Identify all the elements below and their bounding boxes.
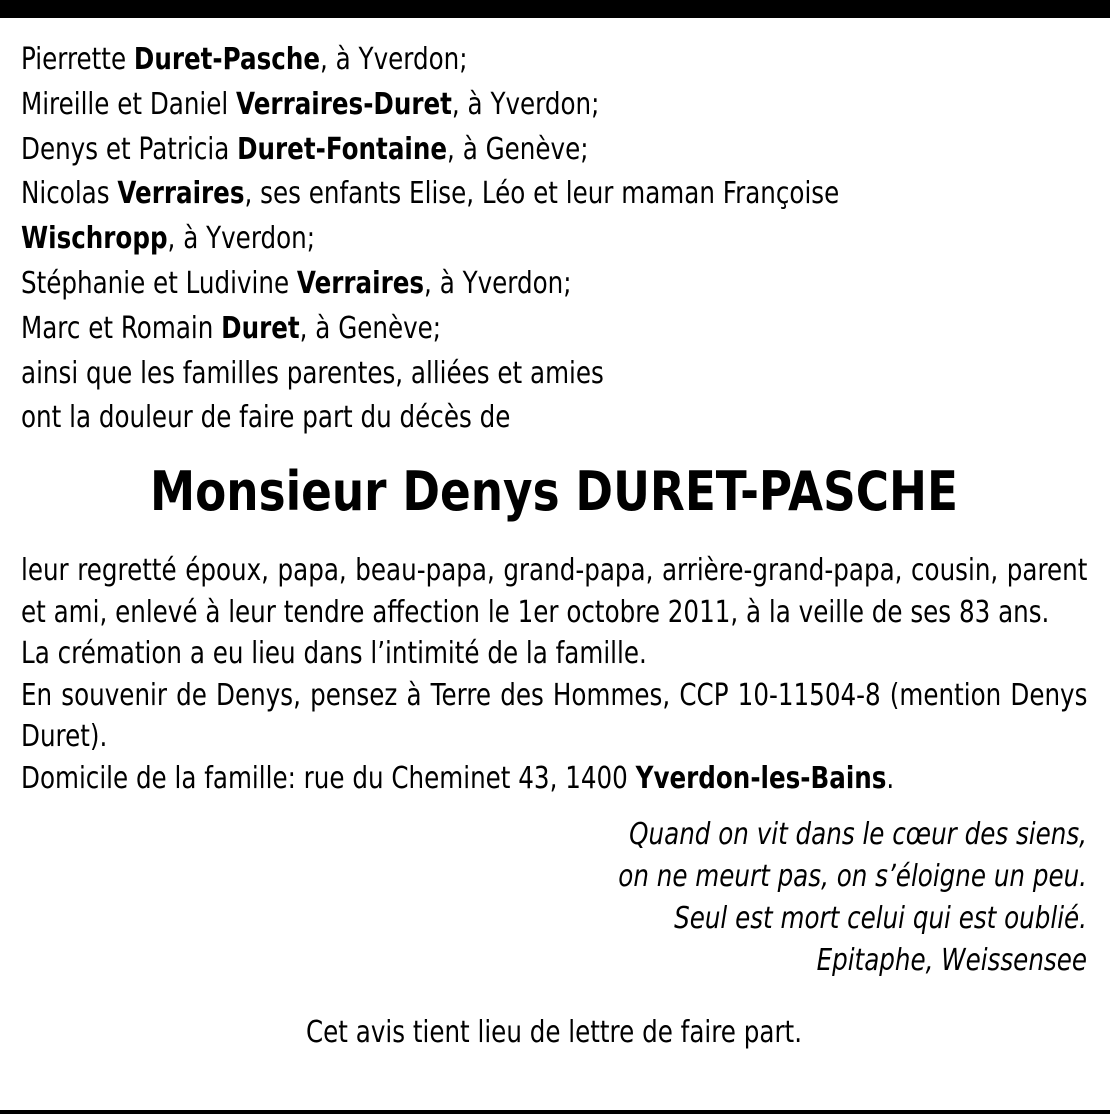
family-line-location: , à Yverdon; bbox=[320, 42, 468, 77]
family-line-location: , à Yverdon; bbox=[424, 265, 572, 301]
family-line bbox=[21, 352, 895, 397]
family-line-text: Stéphanie et Ludivine bbox=[21, 265, 297, 301]
family-name: Verraires bbox=[296, 265, 425, 301]
cremation-block bbox=[21, 633, 1087, 675]
family-line bbox=[21, 396, 895, 441]
family-line-location: , à Yverdon; bbox=[167, 221, 316, 257]
domicile-town: Yverdon-les-Bains bbox=[635, 760, 887, 796]
family-line bbox=[21, 262, 895, 307]
donation-block bbox=[21, 675, 1087, 758]
family-line bbox=[21, 38, 895, 83]
family-line-text: ont la douleur de faire part du décès de bbox=[21, 400, 511, 436]
poem-line: Seul est mort celui qui est oublié. bbox=[674, 901, 1087, 937]
family-line-text: Denys et Patricia bbox=[21, 131, 238, 167]
family-name: Verraires-Duret bbox=[236, 86, 452, 122]
family-list bbox=[21, 38, 1087, 441]
family-name: Verraires bbox=[117, 176, 245, 212]
family-name: Wischropp bbox=[21, 221, 168, 257]
poem-attribution: Epitaphe, Weissensee bbox=[816, 943, 1087, 979]
family-line bbox=[21, 83, 895, 128]
domicile-block bbox=[21, 758, 1087, 800]
family-line-location: , à Yverdon; bbox=[451, 86, 600, 122]
family-line-text: Mireille et Daniel bbox=[21, 86, 237, 122]
family-name: Duret-Fontaine bbox=[237, 131, 448, 167]
family-name: Duret bbox=[221, 310, 300, 346]
family-line bbox=[21, 172, 895, 217]
top-border-rule bbox=[0, 0, 1110, 18]
notice-body bbox=[21, 550, 1087, 799]
poem-line: Quand on vit dans le cœur des siens, bbox=[629, 817, 1087, 853]
body-paragraph: leur regretté époux, papa, beau-papa, grand-papa, arrière-grand-papa, cousin, parent et ami, enlevé à leur tendre affection le 1er octobre 2011, à la veille de ses 83 ans. bbox=[21, 553, 1088, 630]
body-paragraph-block bbox=[21, 550, 1087, 633]
family-line-text: Nicolas bbox=[21, 176, 118, 212]
family-line bbox=[21, 217, 895, 262]
domicile-end: . bbox=[886, 760, 895, 796]
family-line-text: ainsi que les familles parentes, alliées et amies bbox=[21, 355, 604, 391]
family-line-text: Pierrette bbox=[21, 42, 134, 77]
footer-note: Cet avis tient lieu de lettre de faire part. bbox=[305, 1015, 803, 1051]
domicile-address: Domicile de la famille: rue du Cheminet 43, 1400 bbox=[21, 760, 636, 796]
family-line-text: Marc et Romain bbox=[21, 310, 222, 346]
donation-text: En souvenir de Denys, pensez à Terre des Hommes, CCP 10-11504-8 (mention Denys Duret). bbox=[21, 677, 1088, 755]
family-name: Duret-Pasche bbox=[133, 42, 321, 77]
family-line-location: , à Genève; bbox=[447, 131, 589, 167]
epitaph-poem bbox=[21, 814, 1087, 982]
bottom-border-rule bbox=[0, 1110, 1110, 1114]
family-line bbox=[21, 128, 895, 173]
obituary-notice bbox=[21, 38, 1087, 1054]
cremation-text: La crémation a eu lieu dans l’intimité de la famille. bbox=[21, 636, 647, 672]
family-line-location: , à Genève; bbox=[299, 310, 442, 346]
family-line-location: , ses enfants Elise, Léo et leur maman Françoise bbox=[244, 176, 840, 212]
poem-line: on ne meurt pas, on s’éloigne un peu. bbox=[618, 859, 1087, 895]
domicile-line bbox=[21, 758, 1087, 800]
family-line bbox=[21, 307, 895, 352]
deceased-name: Monsieur Denys DURET-PASCHE bbox=[149, 460, 959, 524]
